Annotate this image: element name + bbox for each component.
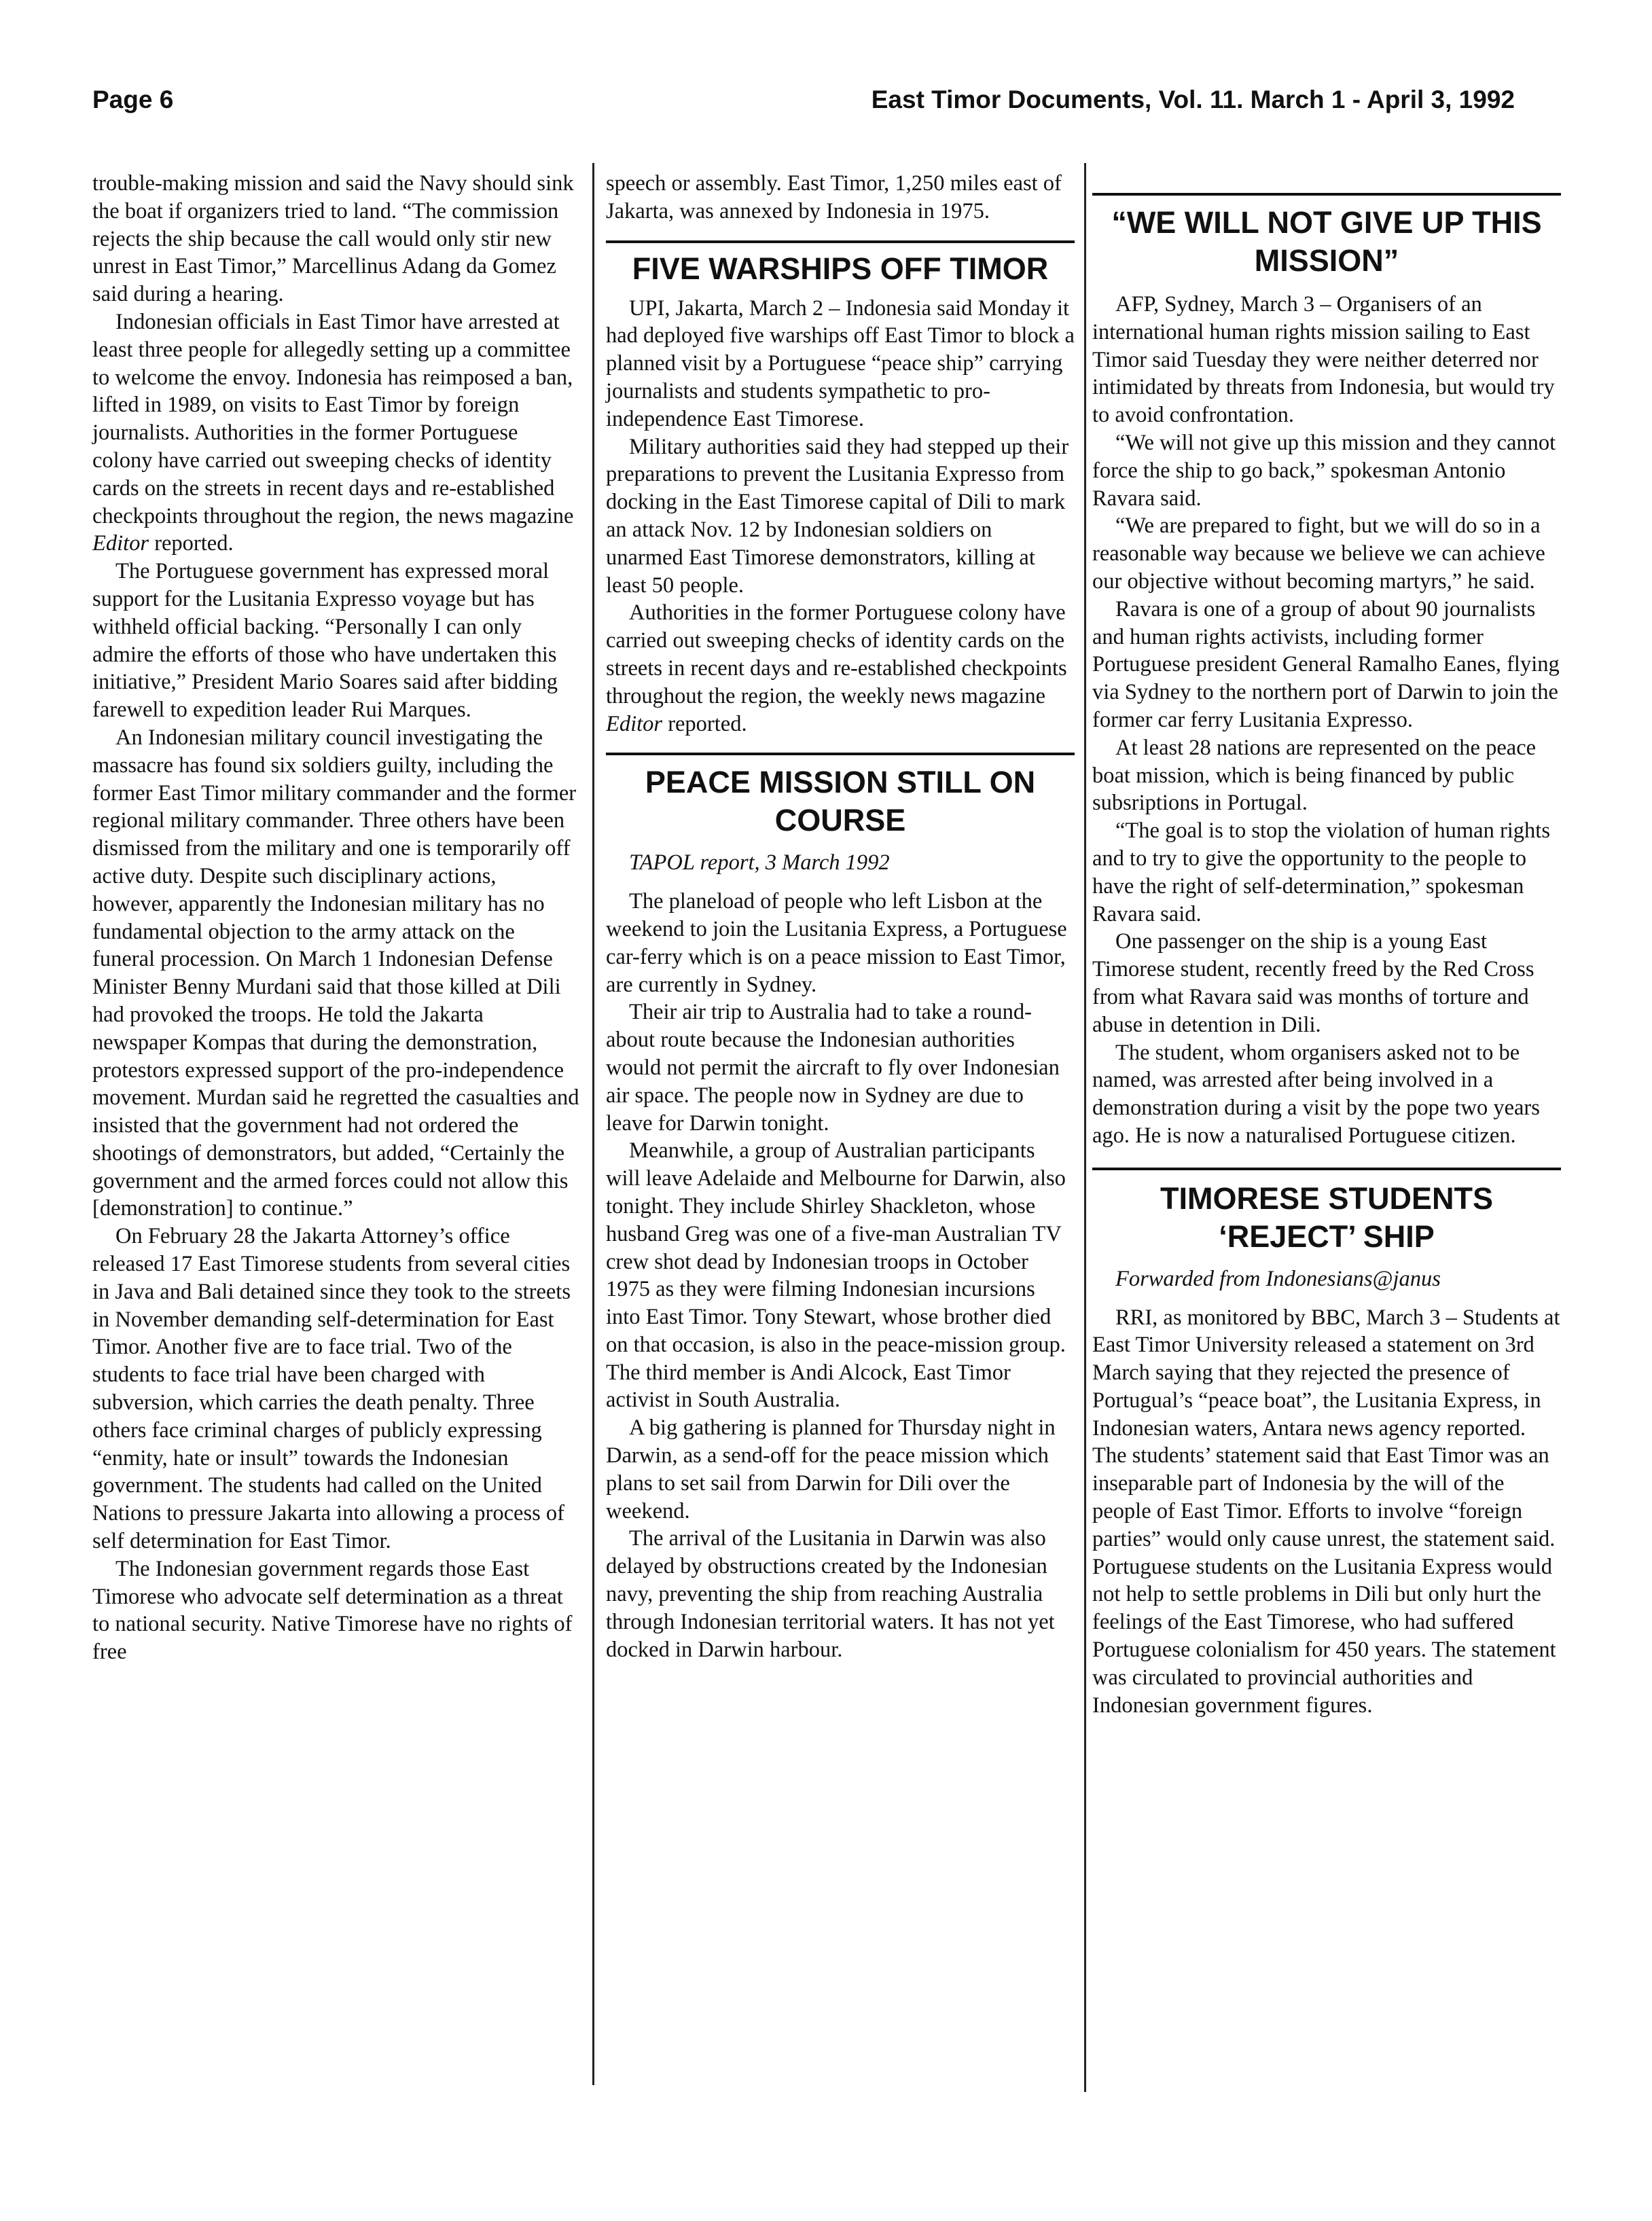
col2-story2-paragraph-5: The arrival of the Lusitania in Darwin was also delayed by obstructions created by the Indonesian navy, preventing the ship from reaching Australia through Indonesian territorial waters. It has not yet docked in Darwin harbour. (606, 1526, 1055, 1662)
column-3 (1092, 170, 1561, 1719)
col2-story1-paragraph-1: UPI, Jakarta, March 2 – Indonesia said Monday it had deployed five warships off East Timor to block a planned visit by a Portuguese “peace ship” carrying journalists and students sympathetic to pro-independence East Timorese. (606, 295, 1075, 431)
col1-paragraph-5: On February 28 the Jakarta Attorney’s office released 17 East Timorese students from several cities in Java and Bali detained since they took to the streets in November demanding self-determination for East Timor. Another five are to face trial. Two of the students to face trial have been charged with subversion, which carries the death penalty. Three others face criminal charges of publicly expressing “enmity, hate or insult” towards the Indonesian government. The students had called on the United Nations to pressure Jakarta into allowing a process of self determination for East Timor. (92, 1224, 571, 1554)
page-number: Page 6 (92, 86, 174, 113)
col3-story1-paragraph-7: One passenger on the ship is a young East Timorese student, recently freed by the Red Cross from what Ravara said was months of torture and abuse in detention in Dili. (1092, 929, 1534, 1037)
column-2 (606, 170, 1075, 1663)
col1-paragraph-6: The Indonesian government regards those East Timorese who advocate self determination as a threat to national security. Native Timorese have no rights of free (92, 1556, 573, 1665)
col3-story1-paragraph-8: The student, whom organisers asked not to be named, was arrested after being involved in a demonstration during a visit by the pope two years ago. He is now a naturalised Portuguese citizen. (1092, 1040, 1540, 1148)
headline-will-not-give-up: “WE WILL NOT GIVE UP THIS MISSION” (1111, 205, 1542, 278)
divider-rule (606, 240, 1075, 243)
col2-story2-paragraph-2: Their air trip to Australia had to take a round-about route because the Indonesian authorities would not permit the aircraft to fly over Indonesian air space. The people now in Sydney are due to leave for Darwin tonight. (606, 1000, 1060, 1136)
col1-paragraph-3: The Portuguese government has expressed moral support for the Lusitania Expresso voyage but has withheld official backing. “Personally I can only admire the efforts of those who have undertaken this initiative,” President Mario Soares said after bidding farewell to expedition leader Rui Marques. (92, 559, 558, 723)
col3-story1-paragraph-2: “We will not give up this mission and they cannot force the ship to go back,” spokesman Antonio Ravara said. (1092, 430, 1556, 511)
col2-story1-paragraph-3: Authorities in the former Portuguese colony have carried out sweeping checks of identity cards on the streets in recent days and re-established checkpoints throughout the region, the weekly news magazine Editor reported. (606, 600, 1067, 736)
col2-story1-paragraph-2: Military authorities said they had stepped up their preparations to prevent the Lusitania Expresso from docking in the East Timorese capital of Dili to mark an attack Nov. 12 by Indonesian soldiers on unarmed East Timorese demonstrators, killing at least 50 people. (606, 434, 1069, 598)
headline-five-warships: FIVE WARSHIPS OFF TIMOR (632, 251, 1049, 286)
col2-story2-paragraph-1: The planeload of people who left Lisbon at the weekend to join the Lusitania Express, a Portuguese car-ferry which is on a peace mission to East Timor, are currently in Sydney. (606, 889, 1067, 997)
col2-story2-paragraph-3: Meanwhile, a group of Australian participants will leave Adelaide and Melbourne for Darwin, also tonight. They include Shirley Shackleton, whose husband Greg was one of a five-man Australian TV crew shot dead by Indonesian troops in October 1975 as they were filming Indonesian incursions into East Timor. Tony Stewart, whose brother died on that occasion, is also in the peace-mission group. The third member is Andi Alcock, East Timor activist in South Australia. (606, 1138, 1066, 1413)
byline-forwarded: Forwarded from Indonesians@janus (1115, 1266, 1441, 1291)
col2-intro: speech or assembly. East Timor, 1,250 miles east of Jakarta, was annexed by Indonesia in 1975. (606, 171, 1062, 223)
headline-timorese-students: TIMORESE STUDENTS ‘REJECT’ SHIP (1160, 1180, 1494, 1254)
col3-story1-paragraph-4: Ravara is one of a group of about 90 journalists and human rights activists, including former Portuguese president General Ramalho Eanes, flying via Sydney to the northern port of Darwin to join the former car ferry Lusitania Expresso. (1092, 596, 1560, 732)
column-1 (92, 170, 581, 1666)
col1-paragraph-4: An Indonesian military council investigating the massacre has found six soldiers guilty, including the former East Timor military commander and the former regional military commander. Three others have been dismissed from the military and one is temporarily off active duty. Despite such disciplinary actions, however, apparently the Indonesian military has no fundamental objection to the army attack on the funeral procession. On March 1 Indonesian Defense Minister Benny Murdani said that those killed at Dili had provoked the troops. He told the Jakarta newspaper Kompas that during the demonstration, protestors expressed support of the pro-independence movement. Murdan said he regretted the casualties and insisted that the government had not ordered the shootings of demonstrators, but added, “Certainly the government and the armed forces could not allow this [demonstration] to continue.” (92, 725, 579, 1221)
col1-paragraph-1: trouble-making mission and said the Navy should sink the boat if organizers tried to land. “The commission rejects the ship because the call would only stir new unrest in East Timor,” Marcellinus Adang da Gomez said during a hearing. (92, 171, 574, 307)
headline-peace-mission: PEACE MISSION STILL ON COURSE (645, 765, 1036, 838)
col3-story1-paragraph-5: At least 28 nations are represented on the peace boat mission, which is being financed by public subsriptions in Portugal. (1092, 735, 1537, 816)
byline-tapol: TAPOL report, 3 March 1992 (629, 850, 890, 875)
col3-story1-paragraph-6: “The goal is to stop the violation of human rights and to try to give the opportunity to the people to have the right of self-determination,” spokesman Ravara said. (1092, 818, 1550, 926)
col2-story2-paragraph-4: A big gathering is planned for Thursday night in Darwin, as a send-off for the peace mission which plans to set sail from Darwin for Dili over the weekend. (606, 1415, 1056, 1523)
divider-rule (1092, 1168, 1561, 1170)
publication-title: East Timor Documents, Vol. 11. March 1 - April 3, 1992 (871, 86, 1515, 113)
column-divider-2 (1084, 163, 1086, 2092)
divider-rule (1092, 193, 1561, 196)
editor-magazine-name: Editor (92, 531, 149, 556)
divider-rule (606, 753, 1075, 755)
col3-story2-paragraph-1: RRI, as monitored by BBC, March 3 – Students at East Timor University released a statement on 3rd March saying that they rejected the presence of Portugual’s “peace boat”, the Lusitania Express, in Indonesian waters, Antara news agency reported. The students’ statement said that East Timor was an inseparable part of Indonesia by the will of the people of East Timor. Efforts to involve “foreign parties” would only cause unrest, the statement said. Portuguese students on the Lusitania Express would not help to settle problems in Dili but only hurt the feelings of the East Timorese, who had suffered Portuguese colonialism for 450 years. The statement was circulated to provincial authorities and Indonesian government figures. (1092, 1305, 1560, 1718)
col3-story1-paragraph-3: “We are prepared to fight, but we will do so in a reasonable way because we believe we can achieve our objective without becoming martyrs,” he said. (1092, 513, 1545, 594)
page-header (92, 86, 1515, 120)
column-divider-1 (592, 163, 594, 2085)
col3-story1-paragraph-1: AFP, Sydney, March 3 – Organisers of an international human rights mission sailing to East Timor said Tuesday they were neither deterred nor intimidated by threats from Indonesia, but would try to avoid confrontation. (1092, 292, 1555, 428)
editor-magazine-name: Editor (606, 711, 663, 736)
col1-paragraph-2: Indonesian officials in East Timor have arrested at least three people for allegedly setting up a committee to welcome the envoy. Indonesia has reimposed a ban, lifted in 1989, on visits to East Timor by foreign journalists. Authorities in the former Portuguese colony have carried out sweeping checks of identity cards on the streets in recent days and re-established checkpoints throughout the region, the news magazine Editor reported. (92, 309, 574, 556)
